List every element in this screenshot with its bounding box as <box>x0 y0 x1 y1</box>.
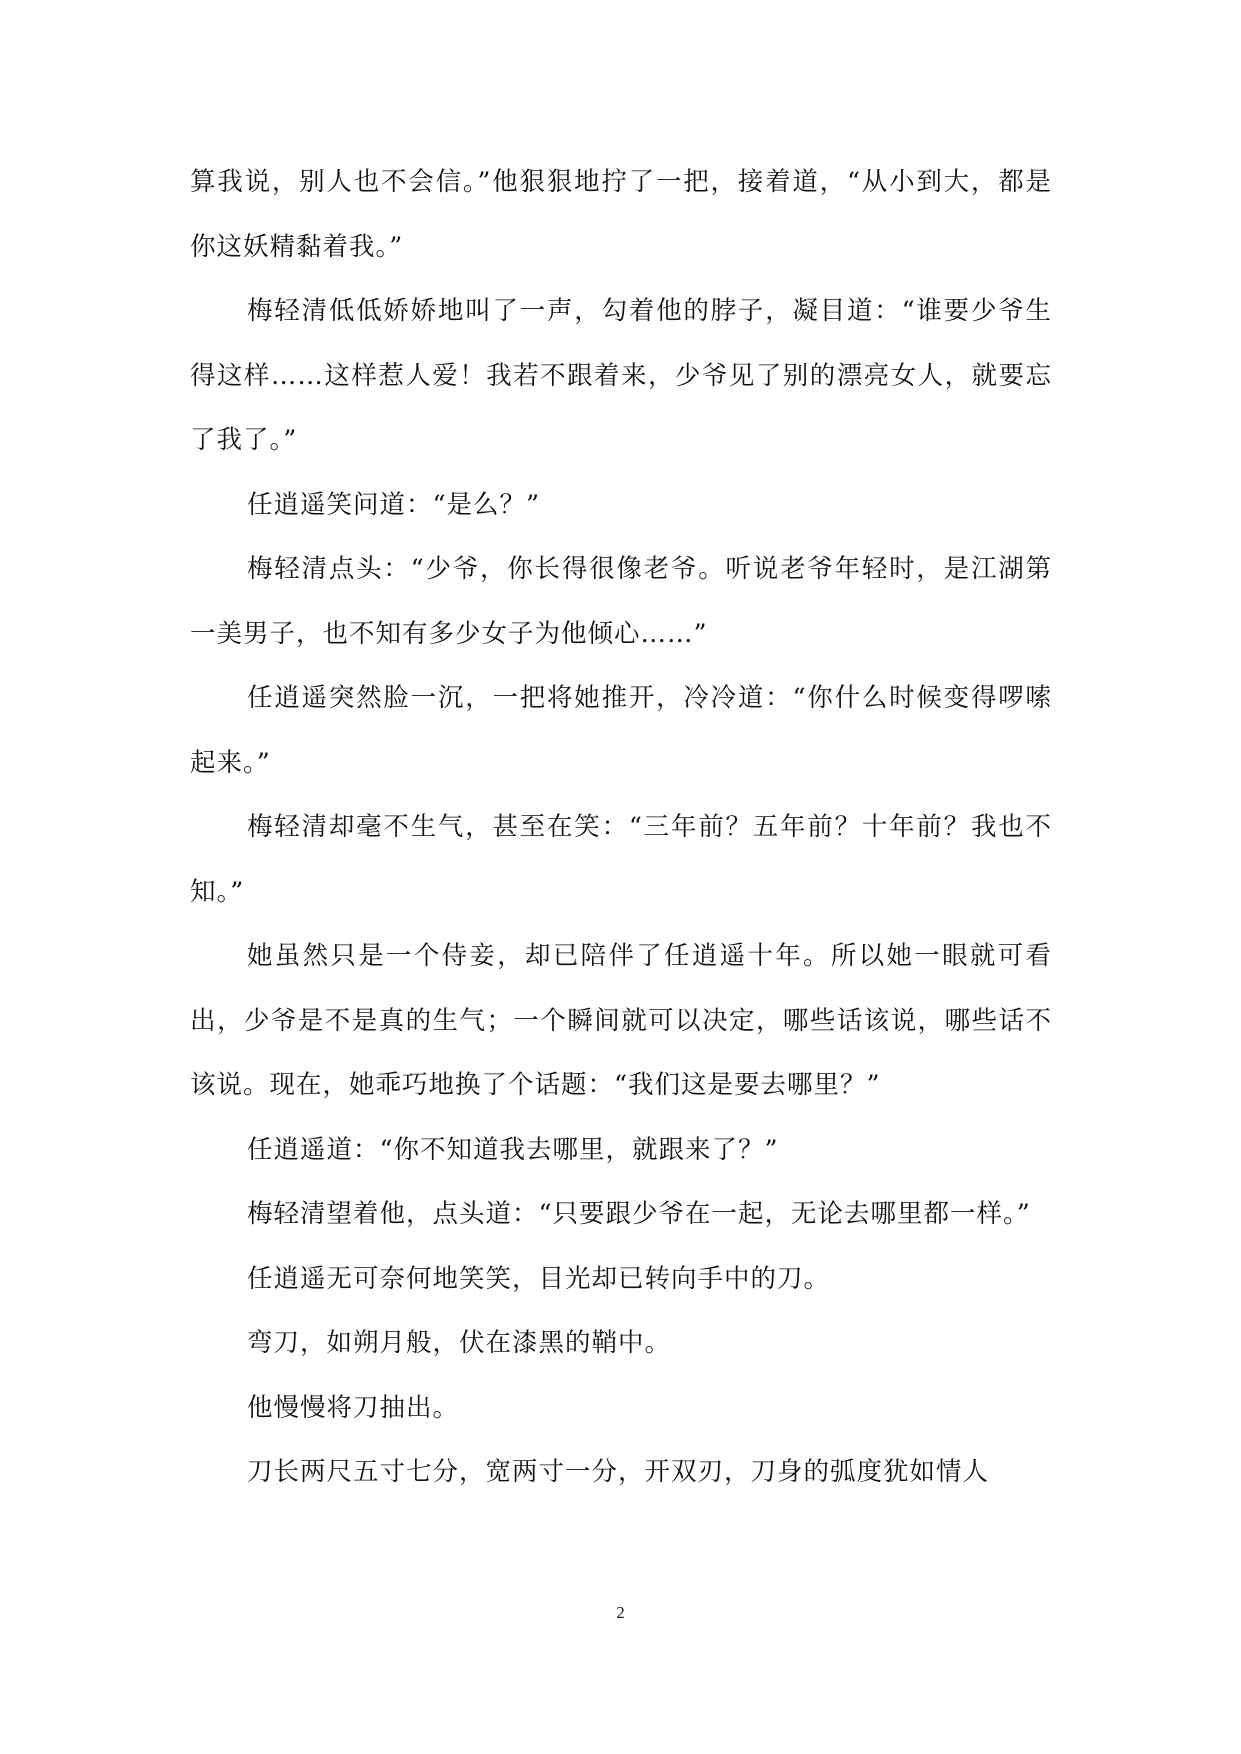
paragraph: 任逍遥笑问道：“是么？” <box>247 489 541 520</box>
text-body <box>190 150 1052 1505</box>
paragraph: 梅轻清却毫不生气，甚至在笑：“三年前？五年前？十年前？我也不知。” <box>190 812 1052 907</box>
paragraph: 任逍遥无可奈何地笑笑，目光却已转向手中的刀。 <box>247 1263 831 1294</box>
paragraph-continuation: 算我说，别人也不会信。”他狠狠地拧了一把，接着道，“从小到大，都是你这妖精黏着我。” <box>190 167 1052 262</box>
paragraph: 梅轻清望着他，点头道：“只要跟少爷在一起，无论去哪里都一样。” <box>247 1199 1031 1229</box>
paragraph: 弯刀，如朔月般，伏在漆黑的鞘中。 <box>247 1328 672 1358</box>
paragraph: 任逍遥突然脸一沉，一把将她推开，冷冷道：“你什么时候变得啰嗦起来。” <box>190 683 1052 778</box>
paragraph: 刀长两尺五寸七分，宽两寸一分，开双刃，刀身的弧度犹如情人 <box>247 1457 990 1487</box>
paragraph: 梅轻清低低娇娇地叫了一声，勾着他的脖子，凝目道：“谁要少爷生得这样……这样惹人爱！我若不跟着来，少爷见了别的漂亮女人，就要忘了我了。” <box>190 296 1052 455</box>
paragraph: 梅轻清点头：“少爷，你长得很像老爷。听说老爷年轻时，是江湖第一美男子，也不知有多少女子为他倾心……” <box>190 554 1052 649</box>
page-number: 2 <box>616 1603 625 1622</box>
paragraph: 她虽然只是一个侍妾，却已陪伴了任逍遥十年。所以她一眼就可看出，少爷是不是真的生气；一个瞬间就可以决定，哪些话该说，哪些话不该说。现在，她乖巧地换了个话题：“我们这是要去哪里？” <box>190 941 1052 1100</box>
paragraph: 他慢慢将刀抽出。 <box>247 1392 460 1423</box>
paragraph: 任逍遥道：“你不知道我去哪里，就跟来了？” <box>247 1134 779 1165</box>
